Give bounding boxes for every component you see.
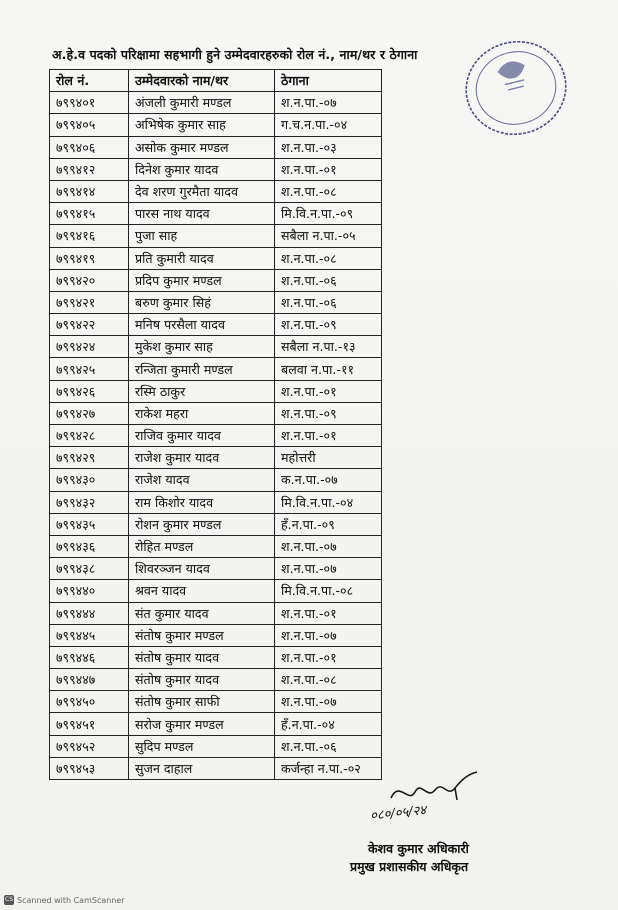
roll-cell: ७९९४२२ (50, 314, 129, 336)
address-cell: श.न.पा.-०७ (275, 691, 382, 713)
table-row (50, 425, 382, 447)
name-cell: राजेश कुमार यादव (129, 447, 275, 469)
name-cell: अभिषेक कुमार साह (129, 114, 275, 136)
address-cell: श.न.पा.-०१ (275, 646, 382, 668)
roll-cell: ७९९४५३ (50, 757, 129, 779)
office-stamp (452, 26, 581, 149)
name-cell: संतोष कुमार साफी (129, 691, 275, 713)
name-cell: श्रवन यादव (129, 580, 275, 602)
address-cell: श.न.पा.-०७ (275, 535, 382, 557)
address-cell: श.न.पा.-०९ (275, 314, 382, 336)
table-row (50, 291, 382, 313)
roll-cell: ७९९४३० (50, 469, 129, 491)
address-cell: कर्जन्हा न.पा.-०२ (275, 757, 382, 779)
table-row (50, 669, 382, 691)
name-cell: संतोष कुमार यादव (129, 646, 275, 668)
name-cell: रोहित मण्डल (129, 535, 275, 557)
table-row (50, 114, 382, 136)
address-cell: श.न.पा.-०१ (275, 380, 382, 402)
table-row (50, 247, 382, 269)
roll-cell: ७९९४५२ (50, 735, 129, 757)
address-cell: हँ.न.पा.-०४ (275, 713, 382, 735)
address-cell: क.न.पा.-०७ (275, 469, 382, 491)
table-row (50, 136, 382, 158)
candidate-table (49, 69, 382, 780)
signature-scribble (385, 770, 495, 830)
roll-cell: ७९९४१६ (50, 225, 129, 247)
scanner-text: Scanned with CamScanner (17, 895, 125, 905)
table-row (50, 402, 382, 424)
roll-cell: ७९९४१४ (50, 180, 129, 202)
table-row (50, 757, 382, 779)
document-heading: अ.हे.व पदको परिक्षामा सहभागी हुने उम्मेदवारहरुको रोल नं., नाम/थर र ठेगाना (52, 47, 418, 62)
address-cell: श.न.पा.-०१ (275, 425, 382, 447)
address-cell: श.न.पा.-०६ (275, 269, 382, 291)
address-cell: श.न.पा.-०८ (275, 247, 382, 269)
table-row (50, 225, 382, 247)
roll-cell: ७९९४३६ (50, 535, 129, 557)
address-cell: श.न.पा.-०८ (275, 180, 382, 202)
address-cell: श.न.पा.-०९ (275, 402, 382, 424)
roll-cell: ७९९४२४ (50, 336, 129, 358)
roll-cell: ७९९४२७ (50, 402, 129, 424)
name-cell: राजेश यादव (129, 469, 275, 491)
address-cell: श.न.पा.-०१ (275, 602, 382, 624)
table-row (50, 513, 382, 535)
name-cell: राजिव कुमार यादव (129, 425, 275, 447)
table-row (50, 624, 382, 646)
table-row (50, 358, 382, 380)
name-cell: मनिष परसैला यादव (129, 314, 275, 336)
address-cell: महोत्तरी (275, 447, 382, 469)
name-cell: शिवरञ्जन यादव (129, 558, 275, 580)
address-cell: श.न.पा.-०६ (275, 735, 382, 757)
table-row (50, 203, 382, 225)
roll-cell: ७९९४२५ (50, 358, 129, 380)
roll-cell: ७९९४१९ (50, 247, 129, 269)
name-cell: सुदिप मण्डल (129, 735, 275, 757)
roll-cell: ७९९४१५ (50, 203, 129, 225)
name-cell: रस्मि ठाकुर (129, 380, 275, 402)
address-cell: श.न.पा.-०१ (275, 158, 382, 180)
address-cell: सबैला न.पा.-०५ (275, 225, 382, 247)
table-row (50, 447, 382, 469)
name-cell: मुकेश कुमार साह (129, 336, 275, 358)
name-cell: बरुण कुमार सिहं (129, 291, 275, 313)
table-row (50, 558, 382, 580)
table-row (50, 336, 382, 358)
name-cell: रन्जिता कुमारी मण्डल (129, 358, 275, 380)
roll-cell: ७९९४५० (50, 691, 129, 713)
table-row (50, 646, 382, 668)
address-cell: श.न.पा.-०३ (275, 136, 382, 158)
roll-cell: ७९९४२९ (50, 447, 129, 469)
name-cell: देव शरण गुरमैता यादव (129, 180, 275, 202)
roll-cell: ७९९४३८ (50, 558, 129, 580)
name-cell: रोशन कुमार मण्डल (129, 513, 275, 535)
table-row (50, 491, 382, 513)
name-cell: सुजन दाहाल (129, 757, 275, 779)
roll-cell: ७९९४५१ (50, 713, 129, 735)
name-cell: असोक कुमार मण्डल (129, 136, 275, 158)
roll-cell: ७९९४४४ (50, 602, 129, 624)
roll-cell: ७९९४४० (50, 580, 129, 602)
table-row (50, 469, 382, 491)
address-cell: श.न.पा.-०७ (275, 624, 382, 646)
name-cell: प्रति कुमारी यादव (129, 247, 275, 269)
name-cell: संतोष कुमार मण्डल (129, 624, 275, 646)
name-cell: अंजली कुमारी मण्डल (129, 92, 275, 114)
table-row (50, 691, 382, 713)
address-cell: सबैला न.पा.-१३ (275, 336, 382, 358)
roll-cell: ७९९४०१ (50, 92, 129, 114)
table-row (50, 180, 382, 202)
scanner-watermark (4, 895, 125, 905)
roll-cell: ७९९४२१ (50, 291, 129, 313)
address-cell: मि.वि.न.पा.-०८ (275, 580, 382, 602)
address-cell: बलवा न.पा.-११ (275, 358, 382, 380)
table-row (50, 580, 382, 602)
name-cell: संतोष कुमार यादव (129, 669, 275, 691)
address-cell: मि.वि.न.पा.-०९ (275, 203, 382, 225)
table-header-row (50, 70, 382, 92)
name-cell: प्रदिप कुमार मण्डल (129, 269, 275, 291)
table-row (50, 380, 382, 402)
roll-cell: ७९९४२६ (50, 380, 129, 402)
roll-cell: ७९९४१२ (50, 158, 129, 180)
table-row (50, 314, 382, 336)
name-cell: संत कुमार यादव (129, 602, 275, 624)
officer-name: केशव कुमार अधिकारी (368, 841, 469, 856)
table-row (50, 535, 382, 557)
address-cell: श.न.पा.-०८ (275, 669, 382, 691)
table-row (50, 269, 382, 291)
address-cell: ग.च.न.पा.-०४ (275, 114, 382, 136)
camscanner-icon: CS (5, 896, 13, 903)
name-cell: पारस नाथ यादव (129, 203, 275, 225)
table-row (50, 735, 382, 757)
column-header-roll: रोल नं. (50, 70, 129, 92)
name-cell: राम किशोर यादव (129, 491, 275, 513)
roll-cell: ७९९४०५ (50, 114, 129, 136)
address-cell: हँ.न.पा.-०९ (275, 513, 382, 535)
roll-cell: ७९९४०६ (50, 136, 129, 158)
name-cell: सरोज कुमार मण्डल (129, 713, 275, 735)
table-row (50, 602, 382, 624)
column-header-address: ठेगाना (275, 70, 382, 92)
roll-cell: ७९९४४७ (50, 669, 129, 691)
name-cell: राकेश महरा (129, 402, 275, 424)
roll-cell: ७९९४३५ (50, 513, 129, 535)
roll-cell: ७९९४२८ (50, 425, 129, 447)
roll-cell: ७९९४३२ (50, 491, 129, 513)
officer-title: प्रमुख प्रशासकीय अधिकृत (350, 859, 469, 874)
signature-date: ०८०/०५/२४ (369, 803, 427, 824)
address-cell: मि.वि.न.पा.-०४ (275, 491, 382, 513)
address-cell: श.न.पा.-०६ (275, 291, 382, 313)
roll-cell: ७९९४४५ (50, 624, 129, 646)
roll-cell: ७९९४४६ (50, 646, 129, 668)
roll-cell: ७९९४२० (50, 269, 129, 291)
address-cell: श.न.पा.-०७ (275, 558, 382, 580)
table-row (50, 713, 382, 735)
table-row (50, 158, 382, 180)
name-cell: पुजा साह (129, 225, 275, 247)
address-cell: श.न.पा.-०७ (275, 92, 382, 114)
column-header-name: उम्मेदवारको नाम/थर (129, 70, 275, 92)
name-cell: दिनेश कुमार यादव (129, 158, 275, 180)
table-row (50, 92, 382, 114)
